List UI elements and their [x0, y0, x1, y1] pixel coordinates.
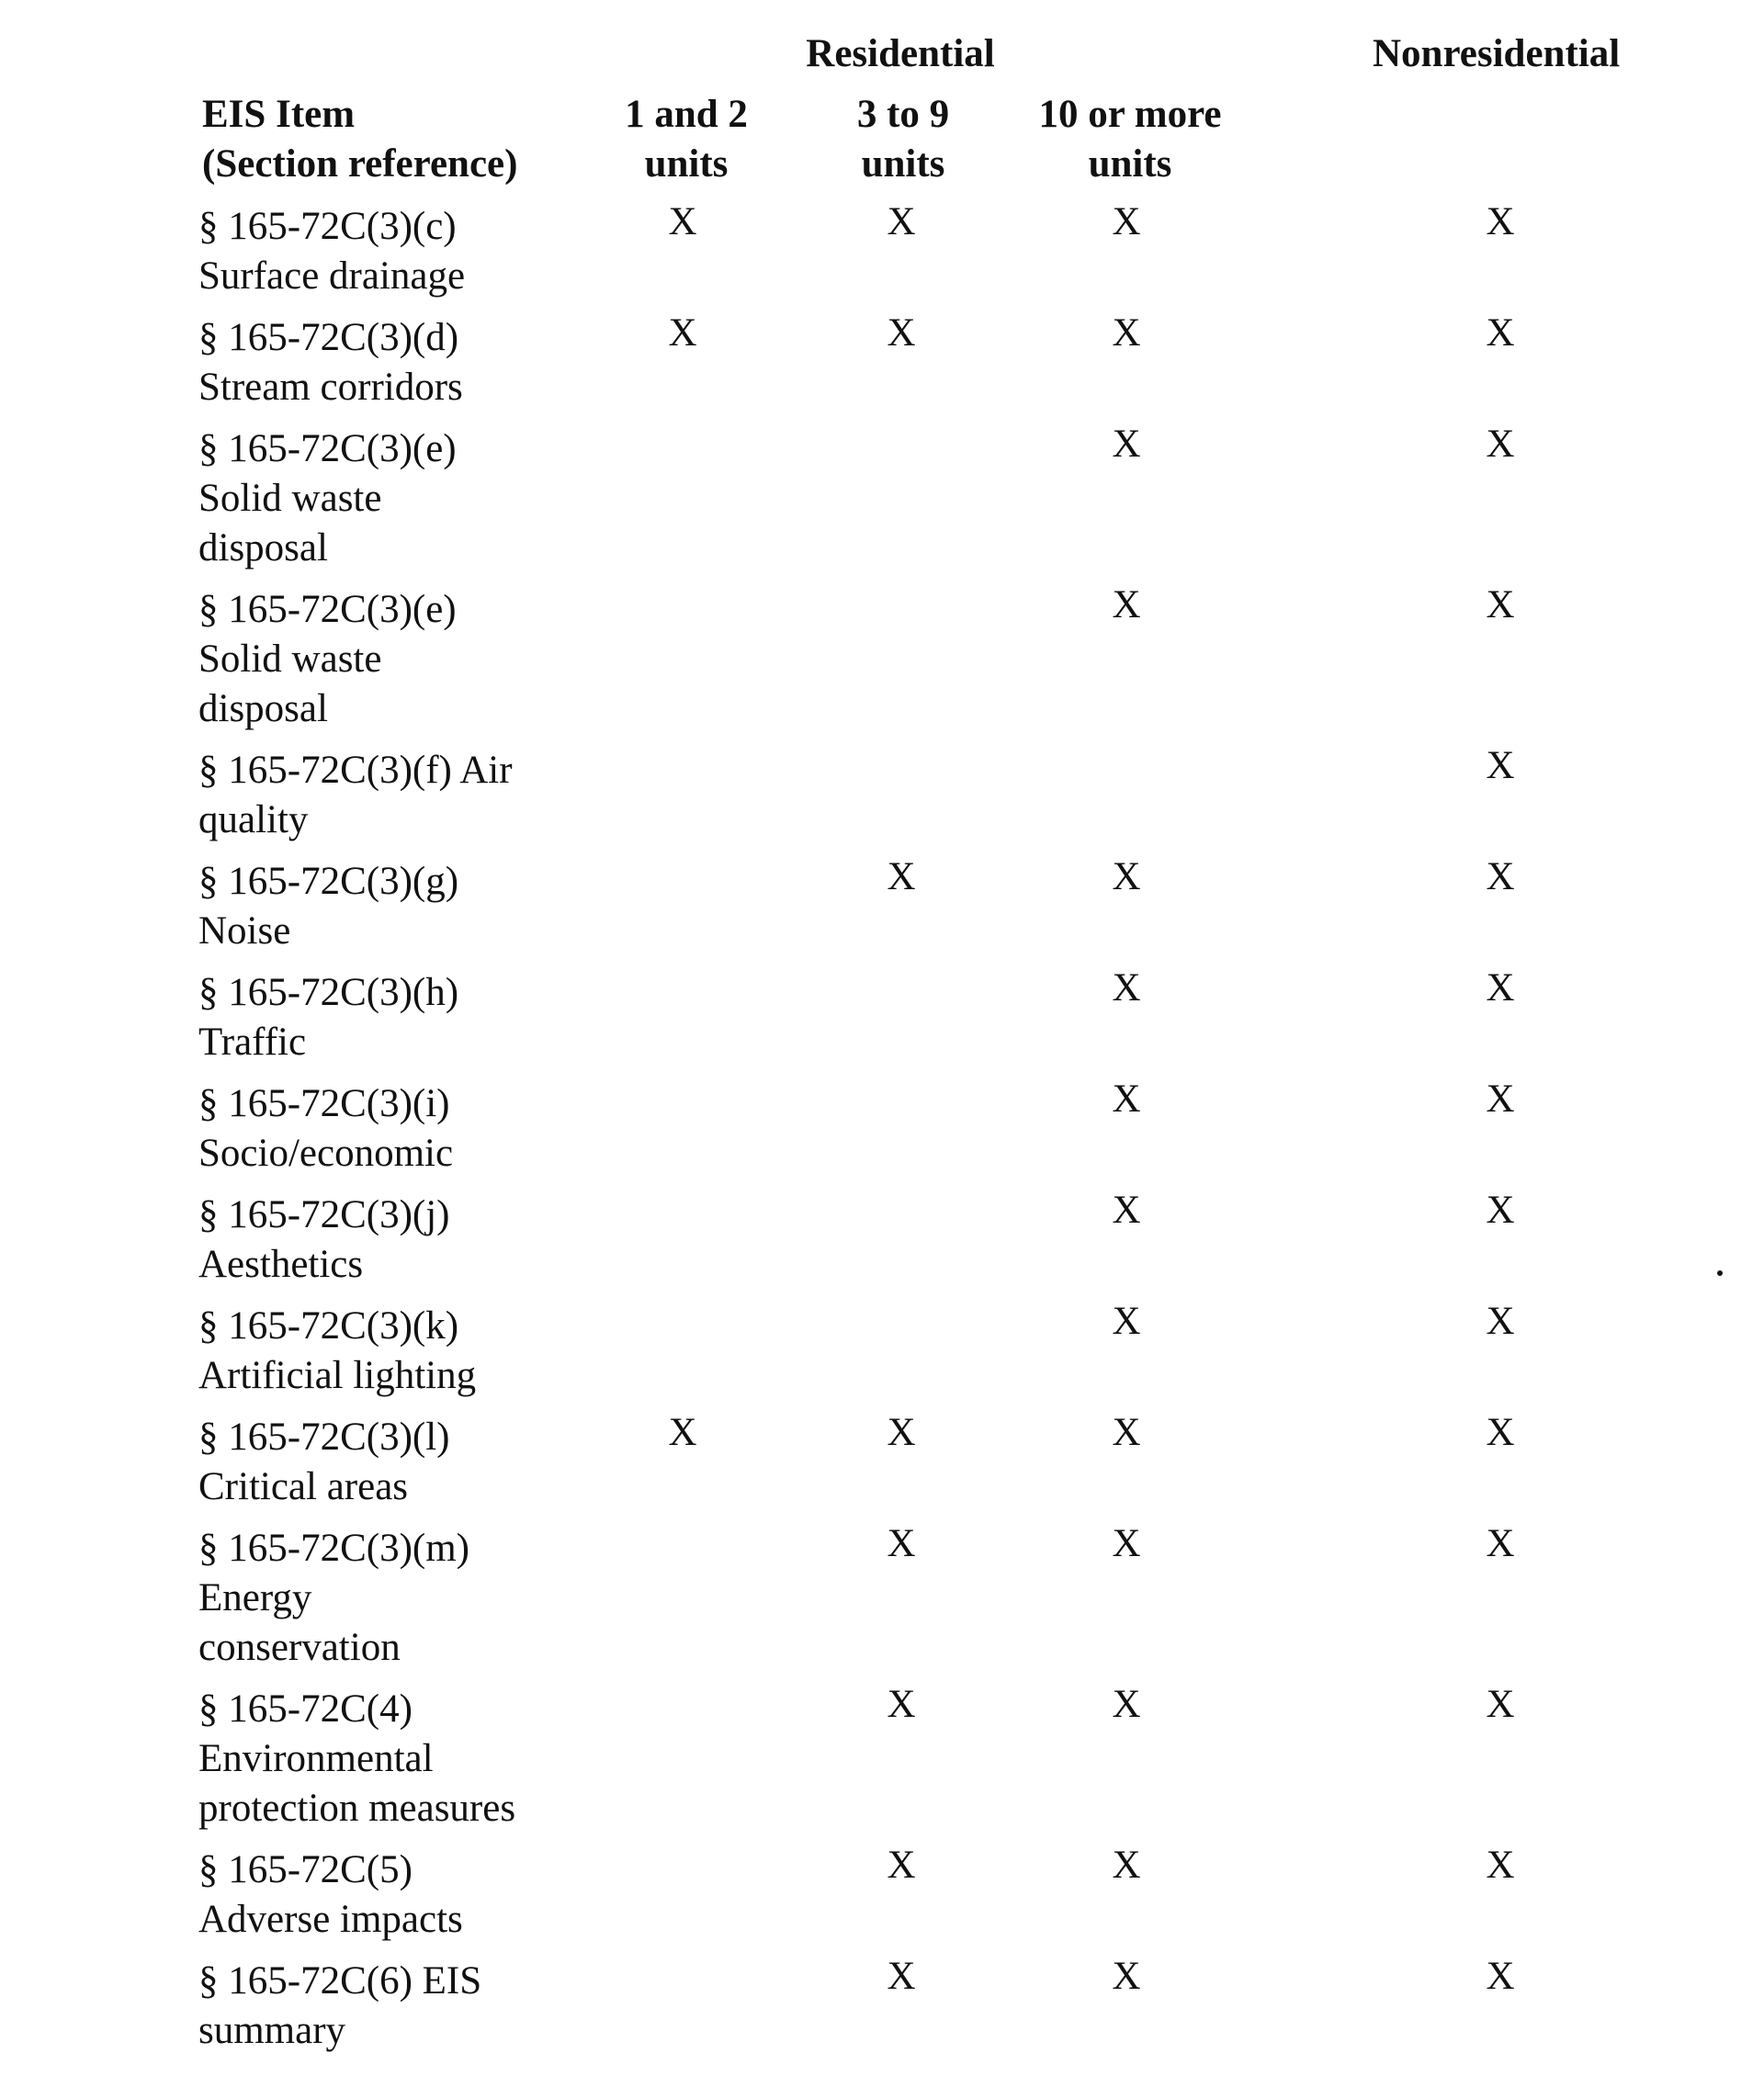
row-label-line: § 165-72C(3)(l) [198, 1416, 450, 1459]
row-label-line: disposal [198, 526, 328, 570]
check-mark: X [887, 1411, 916, 1454]
row-label [198, 968, 458, 1067]
row-label-line: Noise [198, 909, 291, 953]
row-label-line: Artificial lighting [198, 1354, 477, 1397]
check-mark: X [1112, 311, 1141, 355]
row-label-line: § 165-72C(4) [198, 1687, 413, 1731]
check-mark: X [887, 1522, 916, 1565]
row-label-line: § 165-72C(3)(i) [198, 1082, 450, 1125]
eis-item-header-line: EIS Item [202, 93, 356, 136]
row-label-line: Socio/economic [198, 1132, 454, 1175]
row-label-line: Environmental [198, 1737, 434, 1780]
row-label-line: disposal [198, 687, 328, 730]
units-1-2-header [594, 90, 778, 189]
row-label-line: quality [198, 798, 309, 841]
row-label [198, 746, 513, 845]
row-label-line: Traffic [198, 1021, 307, 1064]
row-label-line: Stream corridors [198, 366, 463, 409]
check-mark: X [1112, 1077, 1141, 1121]
check-mark: X [668, 311, 697, 355]
units-10-more-header-line: units [1088, 142, 1172, 186]
check-mark: X [1112, 1955, 1141, 1998]
row-label-line: § 165-72C(3)(k) [198, 1304, 459, 1348]
row-label-line: Surface drainage [198, 254, 466, 298]
check-mark: X [887, 1955, 916, 1998]
row-label-line: summary [198, 2009, 346, 2052]
row-label-line: § 165-72C(3)(j) [198, 1193, 450, 1236]
check-mark: X [1486, 1683, 1515, 1726]
row-label [198, 1079, 453, 1179]
row-label-line: Critical areas [198, 1465, 409, 1508]
units-10-more-header [1011, 90, 1250, 189]
row-label [198, 585, 457, 734]
check-mark: X [887, 200, 916, 243]
eis-item-header [202, 90, 517, 189]
row-label-line: § 165-72C(3)(m) [198, 1527, 469, 1570]
check-mark: X [1486, 1300, 1515, 1343]
check-mark: X [1486, 583, 1515, 626]
check-mark: X [1112, 423, 1141, 466]
units-3-9-header-line: units [861, 142, 945, 186]
units-10-more-header-line: 10 or more [1038, 93, 1222, 136]
row-label [198, 202, 465, 301]
row-label-line: Energy [198, 1576, 312, 1619]
row-label [198, 1524, 469, 1673]
check-mark: X [1486, 1844, 1515, 1887]
row-label [198, 1957, 481, 2056]
check-mark: X [887, 855, 916, 898]
eis-item-header-line: (Section reference) [202, 142, 518, 186]
check-mark: X [1486, 1189, 1515, 1232]
row-label [198, 1413, 449, 1512]
row-label-line: § 165-72C(3)(c) [198, 205, 457, 248]
row-label-line: conservation [198, 1626, 401, 1669]
check-mark: X [1112, 966, 1141, 1010]
row-label [198, 1685, 515, 1833]
check-mark: X [1486, 966, 1515, 1010]
residential-header [790, 29, 1011, 79]
row-label-line: Solid waste [198, 477, 382, 520]
stray-dot [1717, 1270, 1723, 1276]
check-mark: X [1486, 855, 1515, 898]
nonresidential-header-text: Nonresidential [1373, 32, 1621, 75]
row-label-line: § 165-72C(3)(f) Air [198, 749, 513, 792]
check-mark: X [1486, 744, 1515, 787]
residential-header-text: Residential [806, 32, 995, 75]
check-mark: X [1486, 1077, 1515, 1121]
check-mark: X [1112, 1411, 1141, 1454]
row-label-line: protection measures [198, 1787, 516, 1830]
check-mark: X [1112, 583, 1141, 626]
check-mark: X [1112, 1522, 1141, 1565]
check-mark: X [1112, 200, 1141, 243]
row-label-line: § 165-72C(3)(e) [198, 427, 457, 470]
check-mark: X [1486, 200, 1515, 243]
check-mark: X [1486, 1955, 1515, 1998]
row-label [198, 857, 458, 956]
check-mark: X [1112, 1300, 1141, 1343]
check-mark: X [668, 1411, 697, 1454]
nonresidential-header [1373, 29, 1620, 79]
row-label-line: § 165-72C(3)(h) [198, 971, 459, 1014]
check-mark: X [1486, 1522, 1515, 1565]
row-label [198, 1190, 449, 1290]
check-mark: X [887, 311, 916, 355]
check-mark: X [1486, 423, 1515, 466]
row-label-line: § 165-72C(3)(e) [198, 588, 457, 631]
row-label-line: Adverse impacts [198, 1898, 463, 1941]
units-3-9-header [811, 90, 995, 189]
check-mark: X [1486, 1411, 1515, 1454]
row-label [198, 313, 463, 412]
row-label-line: § 165-72C(6) EIS [198, 1959, 482, 2003]
row-label-line: Solid waste [198, 637, 382, 681]
check-mark: X [1112, 855, 1141, 898]
check-mark: X [1112, 1844, 1141, 1887]
row-label-line: Aesthetics [198, 1243, 364, 1286]
row-label-line: § 165-72C(3)(d) [198, 316, 459, 359]
units-3-9-header-line: 3 to 9 [856, 93, 950, 136]
check-mark: X [1112, 1683, 1141, 1726]
check-mark: X [1486, 311, 1515, 355]
check-mark: X [887, 1844, 916, 1887]
check-mark: X [668, 200, 697, 243]
row-label-line: § 165-72C(5) [198, 1848, 413, 1891]
check-mark: X [887, 1683, 916, 1726]
row-label-line: § 165-72C(3)(g) [198, 860, 459, 903]
row-label [198, 1845, 463, 1945]
row-label [198, 1302, 476, 1401]
units-1-2-header-line: units [644, 142, 729, 186]
row-label [198, 424, 457, 573]
check-mark: X [1112, 1189, 1141, 1232]
units-1-2-header-line: 1 and 2 [625, 93, 748, 136]
